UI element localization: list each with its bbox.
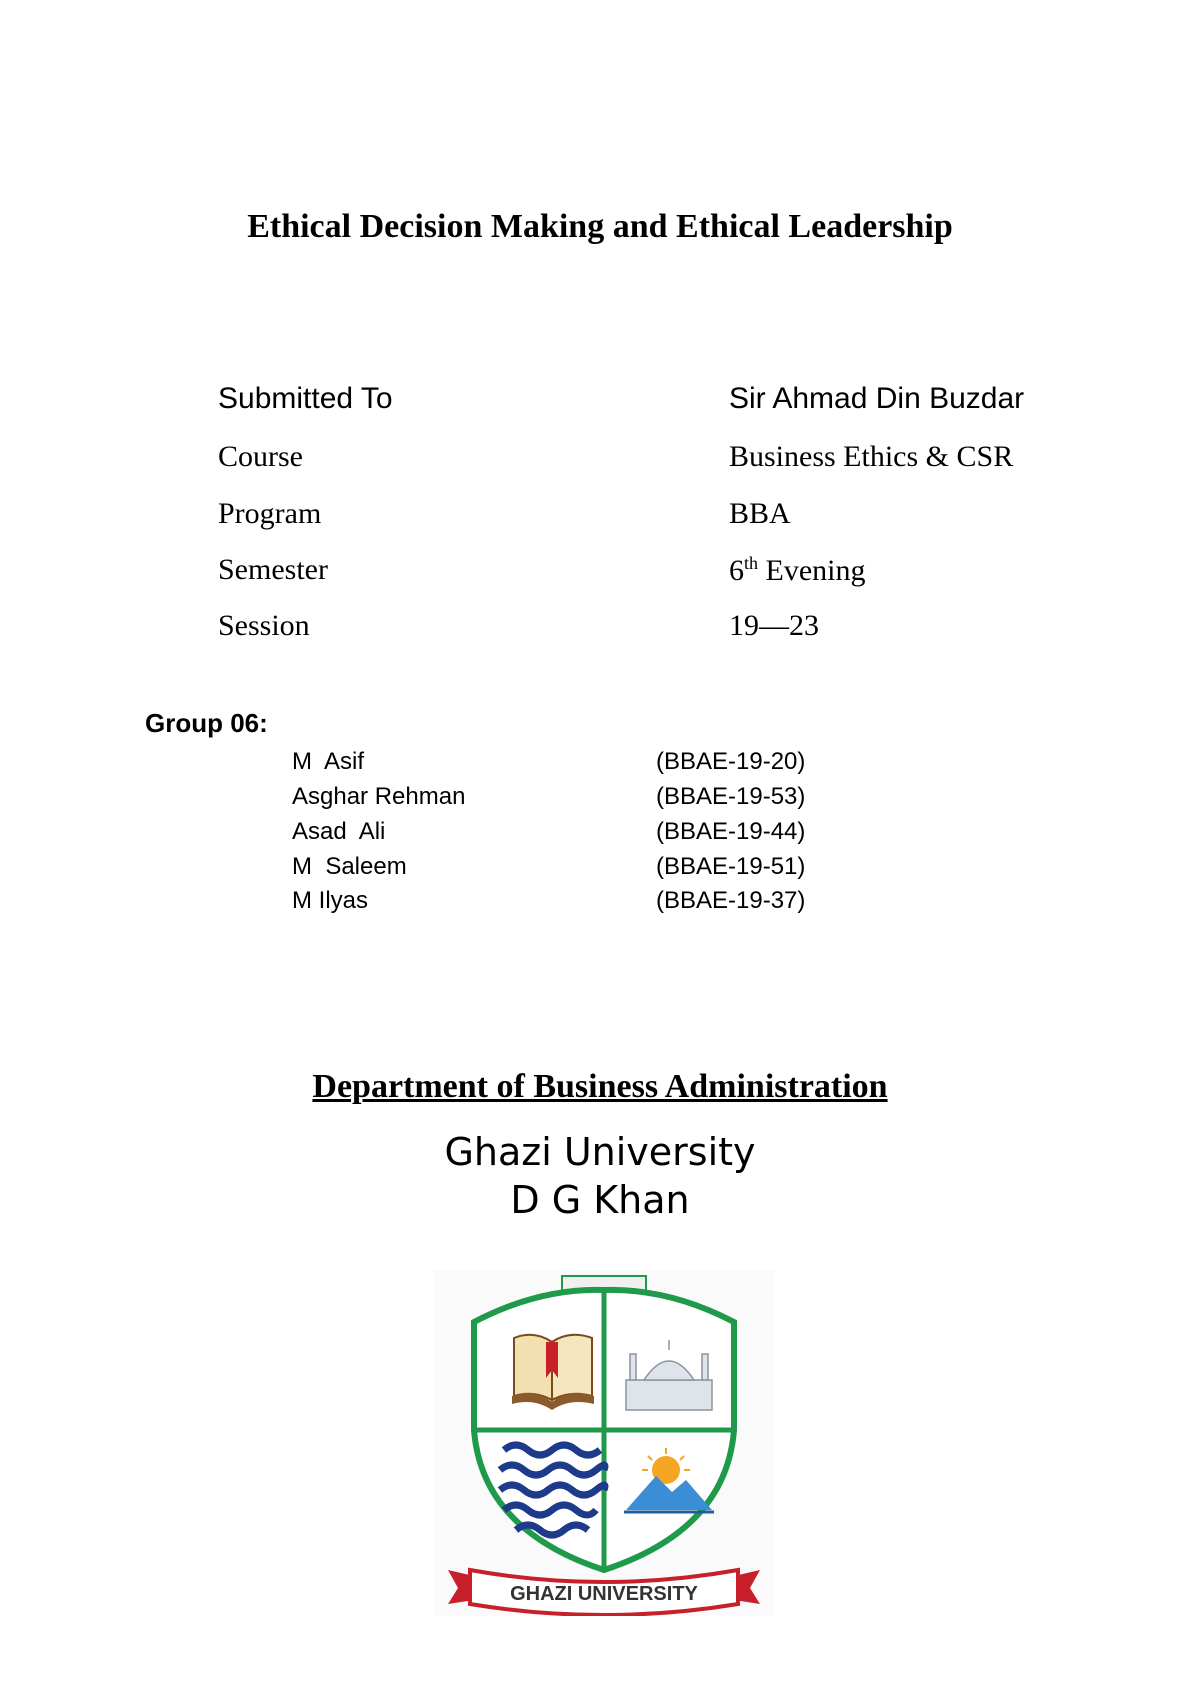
- member-name: M Asif: [292, 748, 365, 775]
- member-row: [292, 887, 892, 919]
- member-name: Asghar Rehman: [292, 783, 466, 810]
- info-value: Business Ethics & CSR: [729, 440, 1014, 473]
- info-label: Program: [218, 497, 322, 530]
- member-id: (BBAE-19-20): [656, 748, 806, 775]
- member-row: [292, 853, 892, 885]
- info-value: Sir Ahmad Din Buzdar: [729, 382, 1025, 415]
- document-title: Ethical Decision Making and Ethical Leadership: [247, 208, 953, 245]
- info-row-program: [218, 497, 1118, 537]
- university-line-1: Ghazi University: [444, 1130, 756, 1174]
- info-row-submitted-to: [218, 382, 1118, 422]
- member-row: [292, 783, 892, 815]
- group-label: Group 06:: [145, 708, 268, 738]
- info-label: Submitted To: [218, 382, 393, 415]
- semester-rest: Evening: [758, 554, 866, 587]
- info-value: [729, 553, 866, 588]
- member-id: (BBAE-19-44): [656, 818, 806, 845]
- member-name: Asad Ali: [292, 818, 386, 845]
- university-logo: [434, 1270, 774, 1616]
- info-value: BBA: [729, 497, 791, 530]
- university-name: [0, 1128, 1200, 1224]
- semester-number: 6: [729, 554, 744, 587]
- university-crest-icon: [434, 1270, 774, 1616]
- member-id: (BBAE-19-53): [656, 783, 806, 810]
- member-name: M Ilyas: [292, 887, 369, 914]
- info-value: 19—23: [729, 609, 819, 642]
- member-id: (BBAE-19-51): [656, 853, 806, 880]
- info-row-semester: [218, 553, 1118, 593]
- info-label: Course: [218, 440, 303, 473]
- member-row: [292, 818, 892, 850]
- department-heading: Department of Business Administration: [312, 1068, 888, 1105]
- member-name: M Saleem: [292, 853, 407, 880]
- info-label: Session: [218, 609, 310, 642]
- info-row-session: [218, 609, 1118, 649]
- info-row-course: [218, 440, 1118, 480]
- member-row: [292, 748, 892, 780]
- university-line-2: D G Khan: [510, 1178, 690, 1222]
- info-label: Semester: [218, 553, 328, 586]
- semester-ordinal: th: [744, 553, 759, 573]
- member-id: (BBAE-19-37): [656, 887, 806, 914]
- book-icon: [512, 1335, 594, 1410]
- banner-text: GHAZI UNIVERSITY: [510, 1583, 698, 1605]
